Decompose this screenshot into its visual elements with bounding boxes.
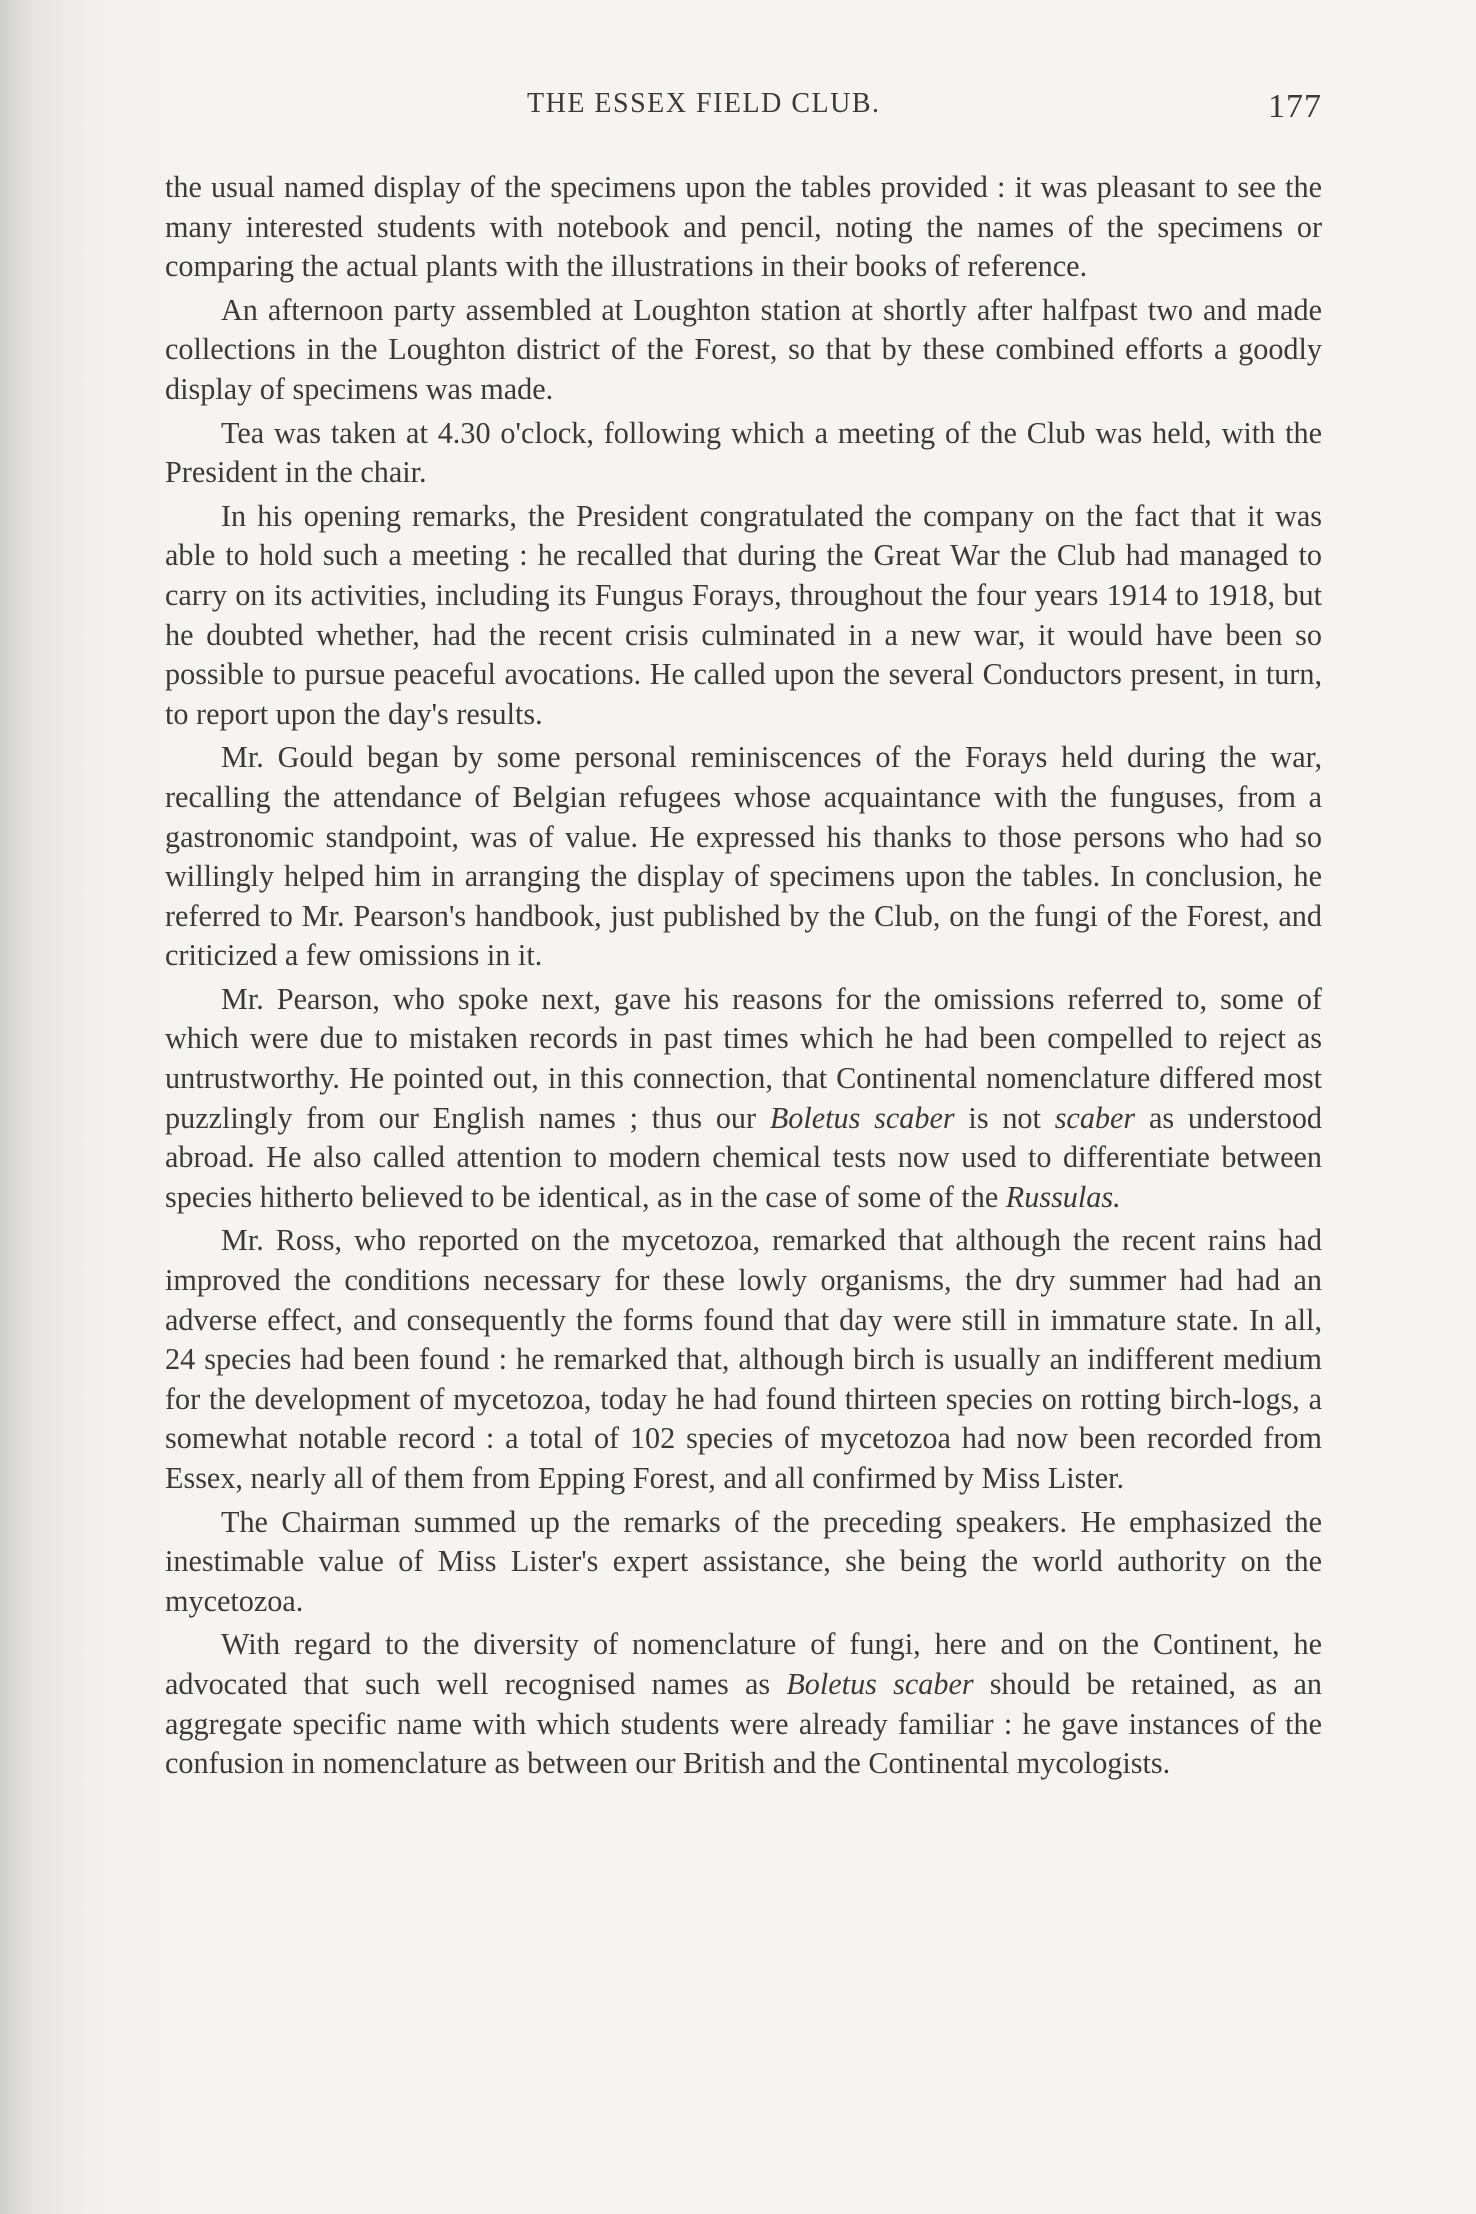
paragraph-9 [165, 1625, 1322, 1783]
page-number: 177 [1268, 88, 1322, 125]
body-text [165, 168, 1322, 1784]
paragraph-6-text-b: is not [954, 1100, 1055, 1135]
paragraph-3: Tea was taken at 4.30 o'clock, following which a meeting of the Club was held, with the President in the chair. [165, 415, 1322, 490]
paragraph-6-text-a: Mr. Pearson, who spoke next, gave his reasons for the omissions referred to, some of which were due to mistaken records in past times which he had been compelled to reject as untrustworthy. He pointed out, in this connection, that Continental nomenclature differed most puzzlingly from our English names ; thus our [165, 981, 1322, 1135]
paragraph-6-text-c: as understood abroad. He also called attention to modern chemical tests now used to differentiate between species hitherto believed to be identical, as in the case of some of the [165, 1100, 1323, 1214]
running-head-title: THE ESSEX FIELD CLUB. [527, 88, 881, 119]
paragraph-6-italic-russulas: Russulas. [1005, 1179, 1121, 1214]
paragraph-9-text-b: should be retained, as an aggregate specific name with which students were already familiar : he gave instances of the confusion in nomenclature as between our British and the Continental mycologists. [165, 1666, 1322, 1781]
paragraph-9-italic-boletus: Boletus scaber [786, 1666, 974, 1701]
paragraph-5: Mr. Gould began by some personal reminiscences of the Forays held during the war, recalling the attendance of Belgian refugees whose acquaintance with the funguses, from a gastronomic standpoint, was of value. He expressed his thanks to those persons who had so willingly helped him in arranging the display of specimens upon the tables. In conclusion, he referred to Mr. Pearson's handbook, just published by the Club, on the fungi of the Forest, and criticized a few omissions in it. [165, 740, 1322, 973]
paragraph-6 [165, 980, 1322, 1218]
paragraph-4: In his opening remarks, the President congratulated the company on the fact that it was able to hold such a meeting : he recalled that during the Great War the Club had managed to carry on its activities, including its Fungus Forays, throughout the four years 1914 to 1918, but he doubted whether, had the recent crisis culminated in a new war, it would have been so possible to pursue peaceful avocations. He called upon the several Conductors present, in turn, to report upon the day's results. [165, 498, 1322, 731]
paragraph-9-text-a: With regard to the diversity of nomenclature of fungi, here and on the Continent, he advocated that such well recognised names as [165, 1627, 1322, 1701]
paragraph-8: The Chairman summed up the remarks of the preceding speakers. He emphasized the inestimable value of Miss Lister's expert assistance, she being the world authority on the mycetozoa. [165, 1504, 1322, 1618]
running-head [165, 88, 1322, 128]
paragraph-6-italic-boletus: Boletus scaber [769, 1100, 955, 1135]
text-block [165, 88, 1322, 1784]
paragraph-7: Mr. Ross, who reported on the mycetozoa, remarked that although the recent rains had improved the conditions necessary for these lowly organisms, the dry summer had had an adverse effect, and consequently the forms found that day were still in immature state. In all, 24 species had been found : he remarked that, although birch is usually an indifferent medium for the development of mycetozoa, today he had found thirteen species on rotting birch-logs, a somewhat notable record : a total of 102 species of mycetozoa had now been recorded from Essex, nearly all of them from Epping Forest, and all confirmed by Miss Lister. [165, 1223, 1322, 1495]
paragraph-6-italic-scaber: scaber [1054, 1100, 1136, 1135]
paragraph-2: An afternoon party assembled at Loughton station at shortly after halfpast two and made collections in the Loughton district of the Forest, so that by these combined efforts a goodly display of specimens was made. [165, 292, 1322, 406]
paragraph-1: the usual named display of the specimens upon the tables provided : it was pleasant to see the many interested students with notebook and pencil, noting the names of the specimens or comparing the actual plants with the illustrations in their books of reference. [165, 170, 1322, 284]
